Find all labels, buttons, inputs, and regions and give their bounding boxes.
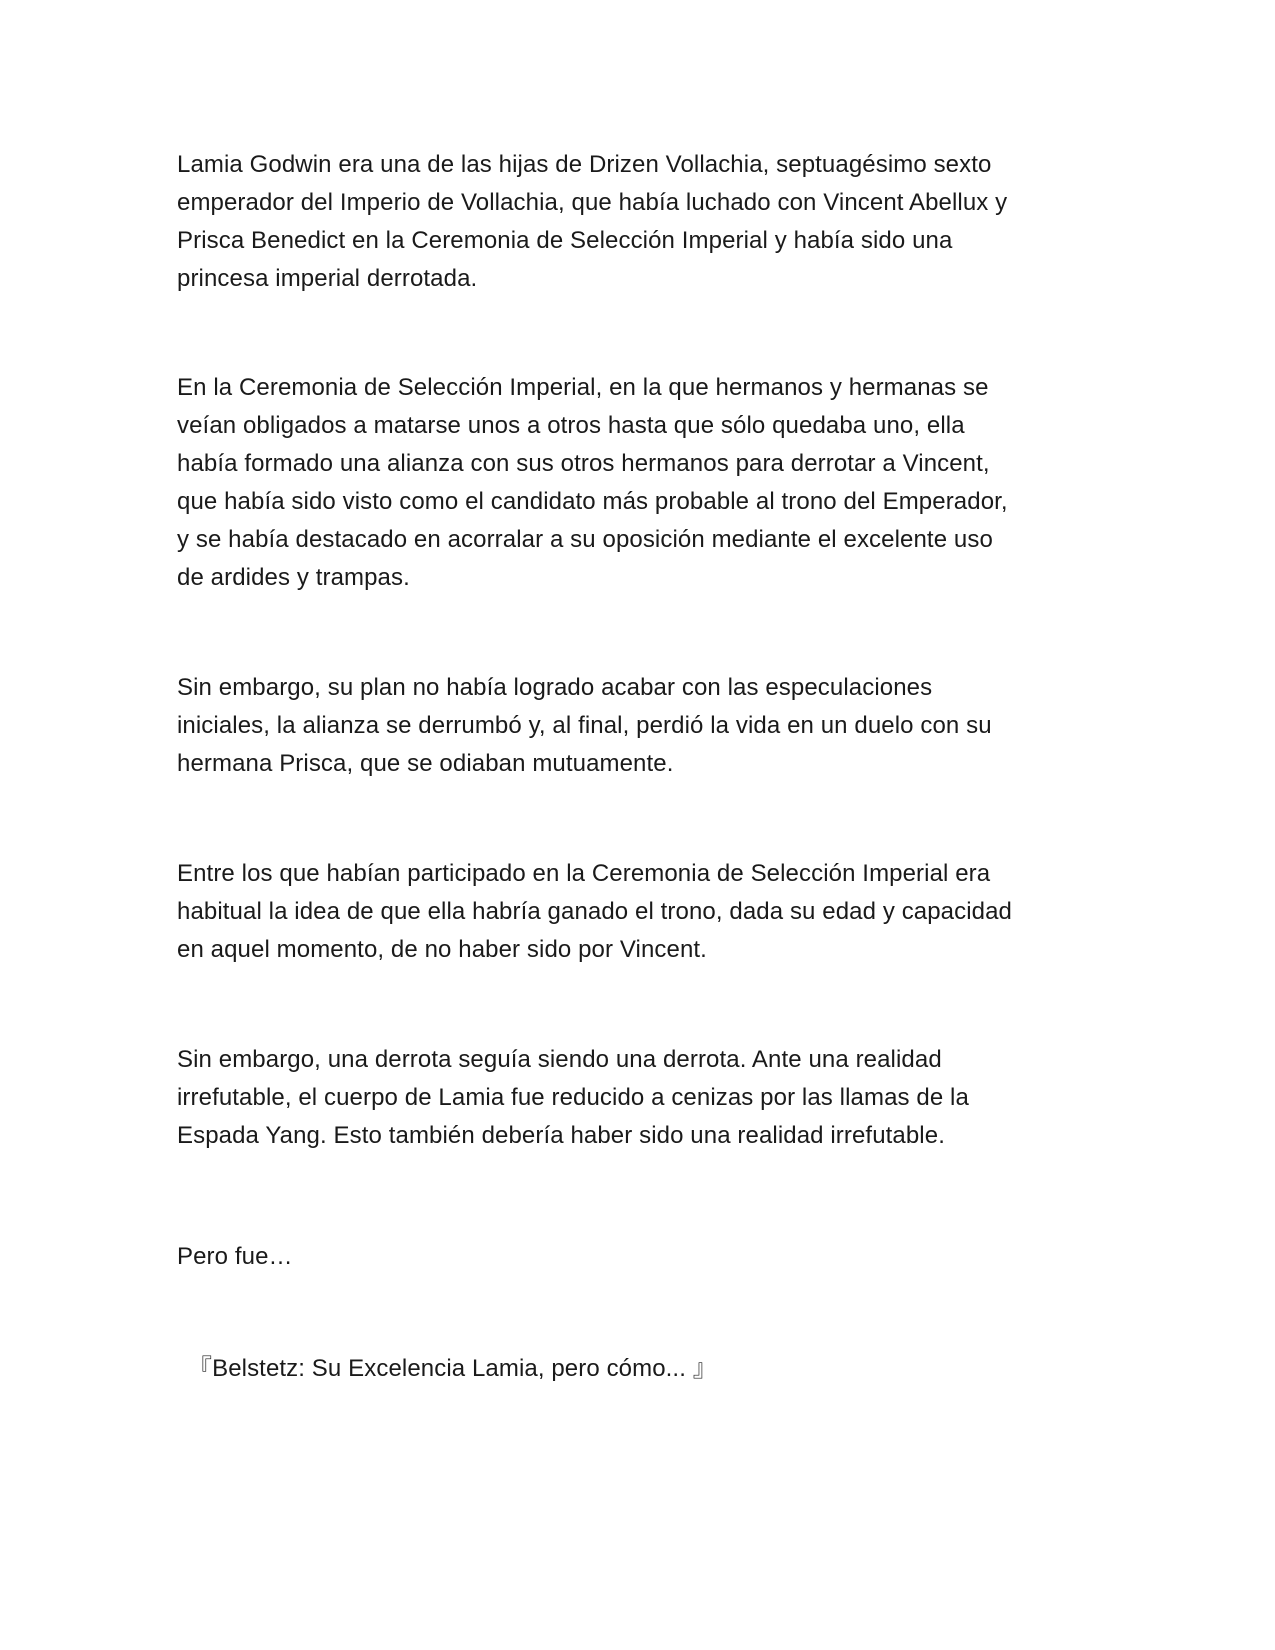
dialogue-line: 『Belstetz: Su Excelencia Lamia, pero cómo... 』 [188,1355,717,1382]
paragraph-2-line-6: de ardides y trampas. [177,564,410,591]
paragraph-1-line-1: Lamia Godwin era una de las hijas de Drizen Vollachia, septuagésimo sexto [177,151,992,178]
paragraph-5-line-3: Espada Yang. Esto también debería haber sido una realidad irrefutable. [177,1122,945,1149]
paragraph-5-line-2: irrefutable, el cuerpo de Lamia fue reducido a cenizas por las llamas de la [177,1084,969,1111]
paragraph-2-line-2: veían obligados a matarse unos a otros hasta que sólo quedaba uno, ella [177,412,965,439]
paragraph-3-line-2: iniciales, la alianza se derrumbó y, al final, perdió la vida en un duelo con su [177,712,992,739]
paragraph-1-line-4: princesa imperial derrotada. [177,265,478,292]
paragraph-4-line-2: habitual la idea de que ella habría ganado el trono, dada su edad y capacidad [177,898,1013,925]
paragraph-3-line-3: hermana Prisca, que se odiaban mutuamente. [177,750,674,777]
paragraph-2-line-5: y se había destacado en acorralar a su oposición mediante el excelente uso [177,526,993,553]
paragraph-6-line-1: Pero fue… [177,1243,293,1270]
paragraph-1-line-3: Prisca Benedict en la Ceremonia de Selección Imperial y había sido una [177,227,953,254]
paragraph-4-line-1: Entre los que habían participado en la Ceremonia de Selección Imperial era [177,860,991,887]
paragraph-5-line-1: Sin embargo, una derrota seguía siendo una derrota. Ante una realidad [177,1046,942,1073]
paragraph-2-line-4: que había sido visto como el candidato más probable al trono del Emperador, [177,488,1008,515]
paragraph-1-line-2: emperador del Imperio de Vollachia, que había luchado con Vincent Abellux y [177,189,1008,216]
paragraph-3-line-1: Sin embargo, su plan no había logrado acabar con las especulaciones [177,674,933,701]
paragraph-2-line-1: En la Ceremonia de Selección Imperial, en la que hermanos y hermanas se [177,374,989,401]
paragraph-2-line-3: había formado una alianza con sus otros hermanos para derrotar a Vincent, [177,450,990,477]
paragraph-4-line-3: en aquel momento, de no haber sido por Vincent. [177,936,707,963]
